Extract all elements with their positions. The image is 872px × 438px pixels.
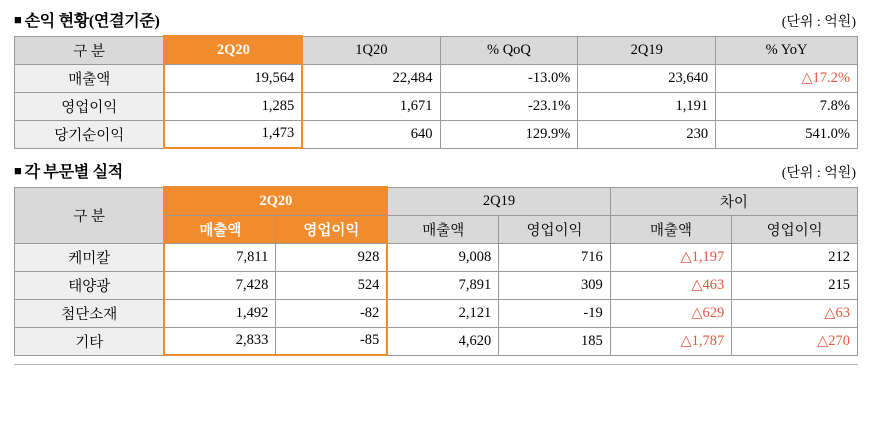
row-label-others: 기타 bbox=[15, 327, 165, 355]
cell-others-diff-op: △270 bbox=[732, 327, 858, 355]
col-header-2q19: 2Q19 bbox=[578, 36, 716, 64]
bullet-icon: ■ bbox=[14, 163, 22, 178]
group-header-2q20: 2Q20 bbox=[164, 187, 387, 215]
cell-chemical-2q20-revenue: 7,811 bbox=[164, 243, 275, 271]
segment-results-table bbox=[14, 186, 858, 356]
col-header-1q20: 1Q20 bbox=[302, 36, 440, 64]
bullet-icon: ■ bbox=[14, 12, 22, 27]
cell-ni-yoy: 541.0% bbox=[716, 120, 858, 148]
row-label-advanced-materials: 첨단소재 bbox=[15, 299, 165, 327]
section-header-income bbox=[14, 8, 858, 31]
row-label-revenue: 매출액 bbox=[15, 64, 165, 92]
row-label-net-income: 당기순이익 bbox=[15, 120, 165, 148]
sub-header-diff-operating-profit: 영업이익 bbox=[732, 215, 858, 243]
col-header-2q20: 2Q20 bbox=[164, 36, 302, 64]
income-summary-table bbox=[14, 35, 858, 149]
cell-chemical-2q19-revenue: 9,008 bbox=[387, 243, 498, 271]
cell-ni-1q20: 640 bbox=[302, 120, 440, 148]
cell-solar-diff-op: 215 bbox=[732, 271, 858, 299]
cell-others-2q19-revenue: 4,620 bbox=[387, 327, 498, 355]
cell-chemical-diff-op: 212 bbox=[732, 243, 858, 271]
table-row bbox=[15, 243, 858, 271]
sub-header-2q19-operating-profit: 영업이익 bbox=[499, 215, 610, 243]
section-title-income-text: 손익 현황(연결기준) bbox=[24, 13, 160, 30]
cell-revenue-2q20: 19,564 bbox=[164, 64, 302, 92]
cell-solar-2q20-revenue: 7,428 bbox=[164, 271, 275, 299]
cell-others-2q19-op: 185 bbox=[499, 327, 610, 355]
cell-op-yoy: 7.8% bbox=[716, 92, 858, 120]
group-header-2q19: 2Q19 bbox=[387, 187, 610, 215]
cell-chemical-2q19-op: 716 bbox=[499, 243, 610, 271]
sub-header-2q20-revenue: 매출액 bbox=[164, 215, 275, 243]
cell-revenue-yoy: △17.2% bbox=[716, 64, 858, 92]
cell-adv-diff-revenue: △629 bbox=[610, 299, 732, 327]
cell-solar-2q19-op: 309 bbox=[499, 271, 610, 299]
sub-header-2q20-operating-profit: 영업이익 bbox=[276, 215, 387, 243]
table-row bbox=[15, 120, 858, 148]
row-label-chemical: 케미칼 bbox=[15, 243, 165, 271]
section-title-segment-text: 각 부문별 실적 bbox=[24, 164, 123, 181]
cell-adv-2q19-revenue: 2,121 bbox=[387, 299, 498, 327]
cell-op-qoq: -23.1% bbox=[440, 92, 578, 120]
col-header-division: 구 분 bbox=[15, 187, 165, 243]
footer-divider bbox=[14, 364, 858, 365]
cell-chemical-2q20-op: 928 bbox=[276, 243, 387, 271]
cell-ni-2q20: 1,473 bbox=[164, 120, 302, 148]
table-row bbox=[15, 92, 858, 120]
cell-op-2q20: 1,285 bbox=[164, 92, 302, 120]
cell-chemical-diff-revenue: △1,197 bbox=[610, 243, 732, 271]
cell-op-1q20: 1,671 bbox=[302, 92, 440, 120]
cell-solar-diff-revenue: △463 bbox=[610, 271, 732, 299]
table-row bbox=[15, 327, 858, 355]
section-title-income bbox=[14, 8, 160, 31]
cell-revenue-1q20: 22,484 bbox=[302, 64, 440, 92]
cell-revenue-2q19: 23,640 bbox=[578, 64, 716, 92]
table-row bbox=[15, 299, 858, 327]
cell-adv-diff-op: △63 bbox=[732, 299, 858, 327]
col-header-yoy: % YoY bbox=[716, 36, 858, 64]
sub-header-2q19-revenue: 매출액 bbox=[387, 215, 498, 243]
cell-others-diff-revenue: △1,787 bbox=[610, 327, 732, 355]
cell-solar-2q19-revenue: 7,891 bbox=[387, 271, 498, 299]
col-header-qoq: % QoQ bbox=[440, 36, 578, 64]
table-row bbox=[15, 271, 858, 299]
section-title-segment bbox=[14, 159, 123, 182]
table-group-header-row bbox=[15, 187, 858, 215]
col-header-division: 구 분 bbox=[15, 36, 165, 64]
cell-others-2q20-revenue: 2,833 bbox=[164, 327, 275, 355]
unit-note-income: (단위 : 억원) bbox=[781, 15, 856, 30]
table-row bbox=[15, 64, 858, 92]
unit-note-segment: (단위 : 억원) bbox=[781, 166, 856, 181]
cell-adv-2q20-op: -82 bbox=[276, 299, 387, 327]
cell-ni-qoq: 129.9% bbox=[440, 120, 578, 148]
cell-solar-2q20-op: 524 bbox=[276, 271, 387, 299]
cell-adv-2q20-revenue: 1,492 bbox=[164, 299, 275, 327]
cell-adv-2q19-op: -19 bbox=[499, 299, 610, 327]
cell-ni-2q19: 230 bbox=[578, 120, 716, 148]
row-label-operating-profit: 영업이익 bbox=[15, 92, 165, 120]
cell-op-2q19: 1,191 bbox=[578, 92, 716, 120]
cell-revenue-qoq: -13.0% bbox=[440, 64, 578, 92]
row-label-solar: 태양광 bbox=[15, 271, 165, 299]
group-header-diff: 차이 bbox=[610, 187, 857, 215]
sub-header-diff-revenue: 매출액 bbox=[610, 215, 732, 243]
section-header-segment bbox=[14, 159, 858, 182]
cell-others-2q20-op: -85 bbox=[276, 327, 387, 355]
table-header-row bbox=[15, 36, 858, 64]
